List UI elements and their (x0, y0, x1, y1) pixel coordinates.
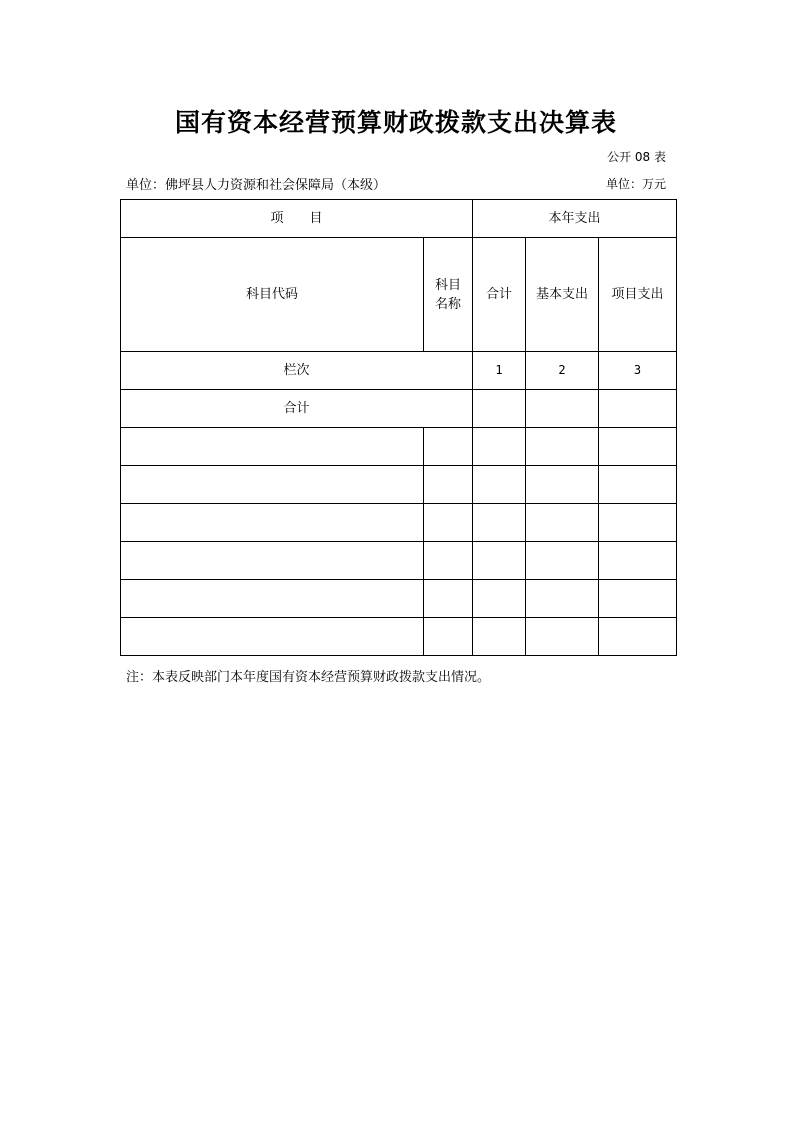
table-cell (526, 466, 599, 504)
table-cell (599, 466, 677, 504)
table-cell (526, 504, 599, 542)
header-item-left: 项 (270, 211, 284, 226)
header-item-right: 目 (309, 211, 323, 226)
table-cell (473, 428, 526, 466)
table-cell (121, 618, 424, 656)
table-cell (424, 466, 473, 504)
table-cell (121, 466, 424, 504)
col-basic-expenditure: 基本支出 (526, 238, 599, 352)
table-cell (121, 542, 424, 580)
col-subject-name-line2: 名称 (434, 296, 461, 312)
total-row-label: 合计 (121, 390, 473, 428)
table-cell (424, 618, 473, 656)
header-row-2 (121, 238, 677, 352)
unit-currency: 单位：万元 (605, 177, 666, 191)
table-cell (599, 504, 677, 542)
unit-organization: 单位：佛坪县人力资源和社会保障局（本级） (126, 178, 387, 193)
index-1: 1 (473, 352, 526, 390)
footnote: 注：本表反映部门本年度国有资本经营预算财政拨款支出情况。 (126, 670, 491, 685)
total-project-cell (599, 390, 677, 428)
table-cell (121, 428, 424, 466)
table-cell (526, 618, 599, 656)
form-code: 公开 08 表 (607, 150, 666, 164)
total-cell (473, 390, 526, 428)
table-cell (424, 542, 473, 580)
col-subject-name (424, 238, 473, 352)
table-cell (526, 580, 599, 618)
table-row (121, 428, 677, 466)
index-3: 3 (599, 352, 677, 390)
table-cell (526, 542, 599, 580)
col-subject-name-line1: 科目 (434, 277, 461, 293)
table-cell (424, 428, 473, 466)
col-total: 合计 (473, 238, 526, 352)
index-row (121, 352, 677, 390)
table-cell (424, 580, 473, 618)
col-subject-code: 科目代码 (121, 238, 424, 352)
total-basic-cell (526, 390, 599, 428)
table-cell (599, 428, 677, 466)
col-project-expenditure: 项目支出 (599, 238, 677, 352)
table-cell (473, 466, 526, 504)
table-row (121, 466, 677, 504)
header-item-cell (121, 200, 473, 238)
index-row-label: 栏次 (121, 352, 473, 390)
table-row (121, 542, 677, 580)
table-cell (424, 504, 473, 542)
header-row-1 (121, 200, 677, 238)
page-title: 国有资本经营预算财政拨款支出决算表 (174, 108, 617, 137)
table-cell (473, 580, 526, 618)
table-cell (473, 504, 526, 542)
table-row (121, 618, 677, 656)
budget-table (120, 199, 677, 656)
table-cell (473, 618, 526, 656)
header-current-year: 本年支出 (473, 200, 677, 238)
table-cell (121, 504, 424, 542)
table-cell (121, 580, 424, 618)
index-2: 2 (526, 352, 599, 390)
total-row (121, 390, 677, 428)
table-cell (599, 618, 677, 656)
table-row (121, 504, 677, 542)
table-cell (473, 542, 526, 580)
table-cell (599, 542, 677, 580)
table-cell (526, 428, 599, 466)
table-row (121, 580, 677, 618)
table-cell (599, 580, 677, 618)
